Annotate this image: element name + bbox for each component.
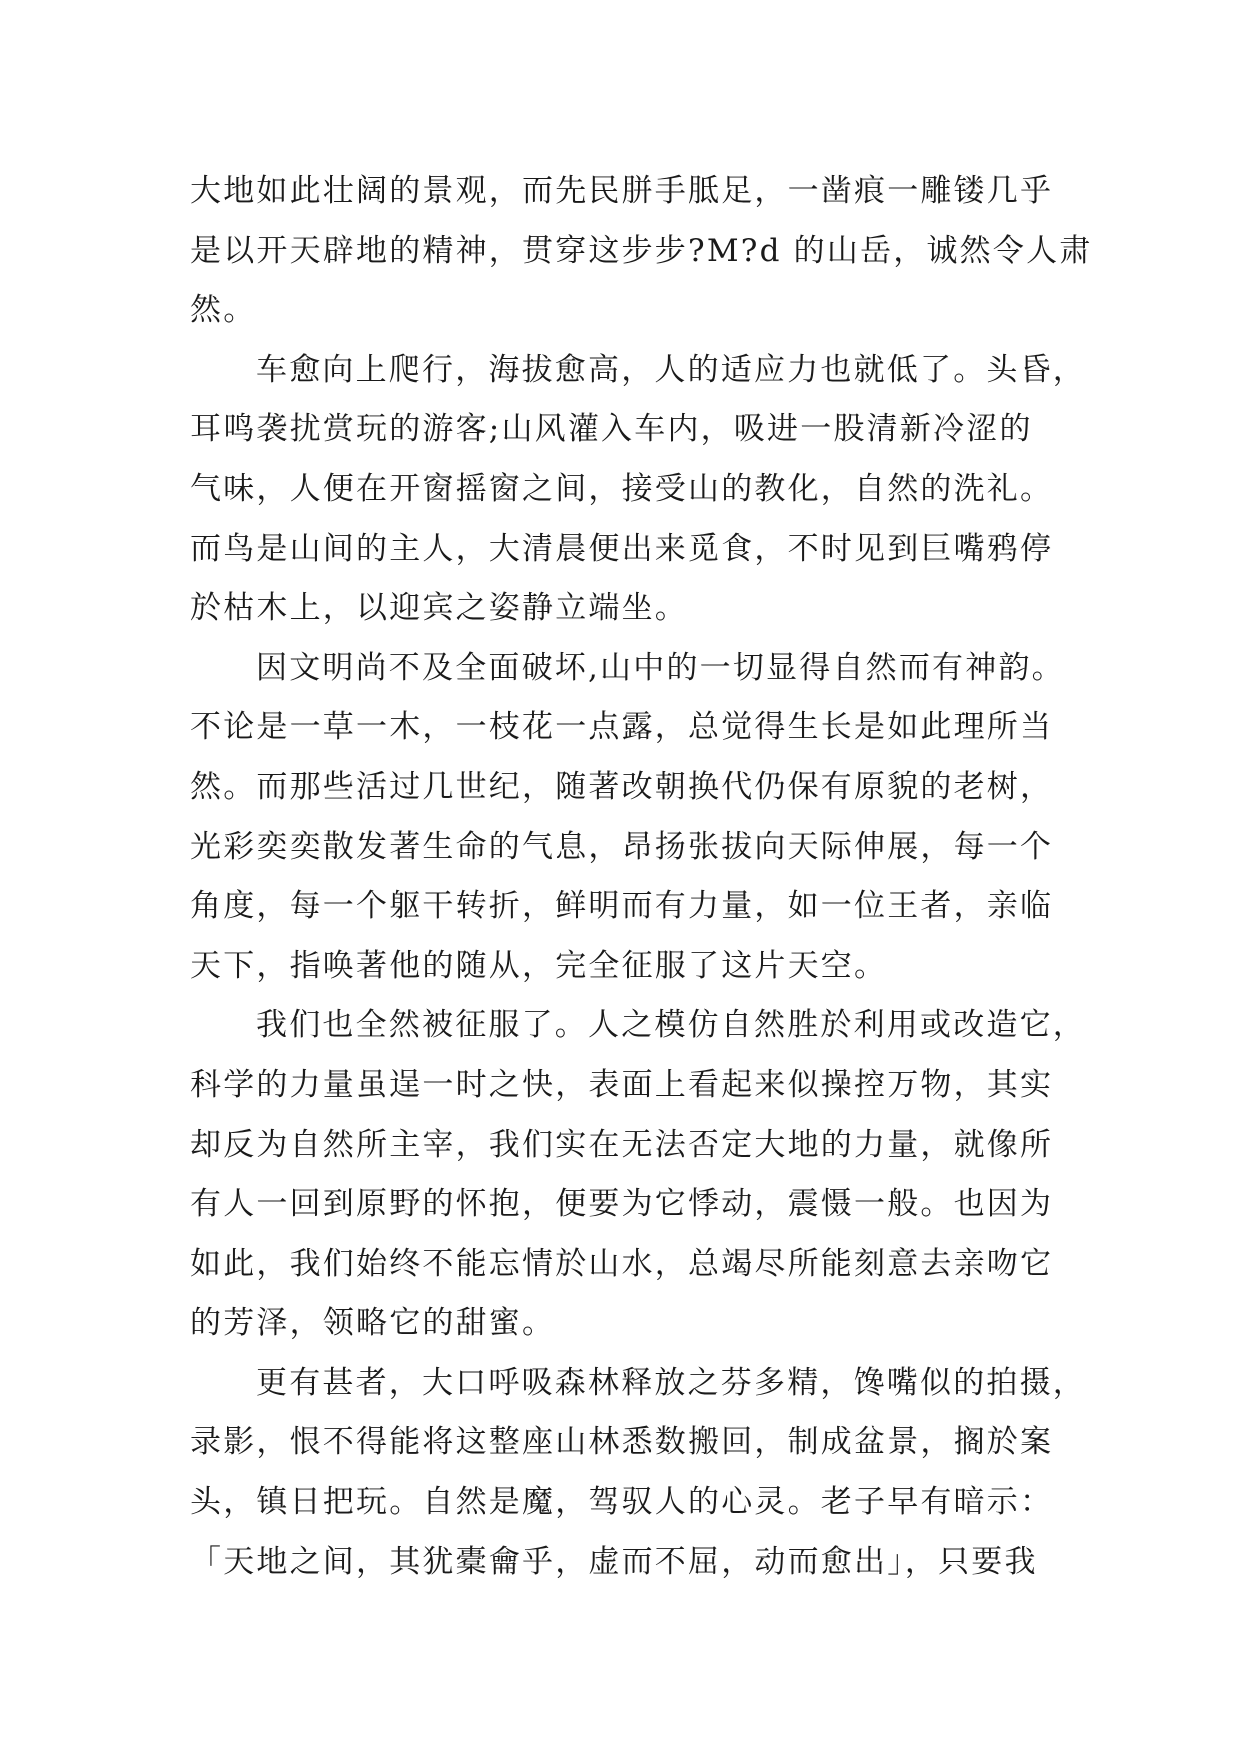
paragraph-first-line: 车愈向上爬行，海拔愈高，人的适应力也就低了。头昏，	[256, 351, 1086, 388]
text-line: 却反为自然所主宰，我们实在无法否定大地的力量，就像所	[190, 1126, 1054, 1163]
text-line: 头，镇日把玩。自然是魔，驾驭人的心灵。老子早有暗示：	[190, 1484, 1054, 1521]
text-line: 录影，恨不得能将这整座山林悉数搬回，制成盆景，搁於案	[190, 1424, 1054, 1461]
text-line: 於枯木上，以迎宾之姿静立端坐。	[190, 590, 688, 627]
body-text	[190, 162, 1093, 1592]
text-line: 天下，指唤著他的随从，完全征服了这片天空。	[190, 947, 888, 984]
text-line: 的芳泽，领略它的甜蜜。	[190, 1305, 556, 1342]
paragraph-first-line: 更有甚者，大口呼吸森林释放之芬多精，馋嘴似的拍摄，	[256, 1364, 1086, 1401]
paragraph-first-line: 因文明尚不及全面破坏,山中的一切显得自然而有神韵。	[256, 649, 1065, 686]
text-line: 科学的力量虽逞一时之快，表面上看起来似操控万物，其实	[190, 1066, 1054, 1103]
text-line: 是以开天辟地的精神，贯穿这步步?M?d 的山岳，诚然令人肃	[190, 232, 1093, 269]
text-line: 大地如此壮阔的景观，而先民胼手胝足，一凿痕一雕镂几乎	[190, 173, 1054, 209]
text-line: 不论是一草一木，一枝花一点露，总觉得生长是如此理所当	[190, 709, 1054, 746]
text-line: 然。	[190, 292, 257, 329]
paragraph-first-line: 我们也全然被征服了。人之模仿自然胜於利用或改造它，	[256, 1007, 1086, 1044]
text-line: 而鸟是山间的主人，大清晨便出来觅食，不时见到巨嘴鸦停	[190, 530, 1054, 567]
text-line: 如此，我们始终不能忘情於山水，总竭尽所能刻意去亲吻它	[190, 1245, 1054, 1282]
text-line: 光彩奕奕散发著生命的气息，昂扬张拔向天际伸展，每一个	[190, 828, 1054, 865]
text-line: 气味，人便在开窗摇窗之间，接受山的教化，自然的洗礼。	[190, 470, 1054, 507]
text-line: 「天地之间，其犹橐龠乎，虚而不屈，动而愈出」，只要我	[190, 1543, 1038, 1580]
text-line: 角度，每一个躯干转折，鲜明而有力量，如一位王者，亲临	[190, 888, 1054, 925]
text-line: 耳鸣袭扰赏玩的游客;山风灌入车内，吸进一股清新冷涩的	[190, 411, 1033, 448]
text-line: 有人一回到原野的怀抱，便要为它悸动，震慑一般。也因为	[190, 1186, 1054, 1223]
text-line: 然。而那些活过几世纪，随著改朝换代仍保有原貌的老树，	[190, 768, 1054, 805]
